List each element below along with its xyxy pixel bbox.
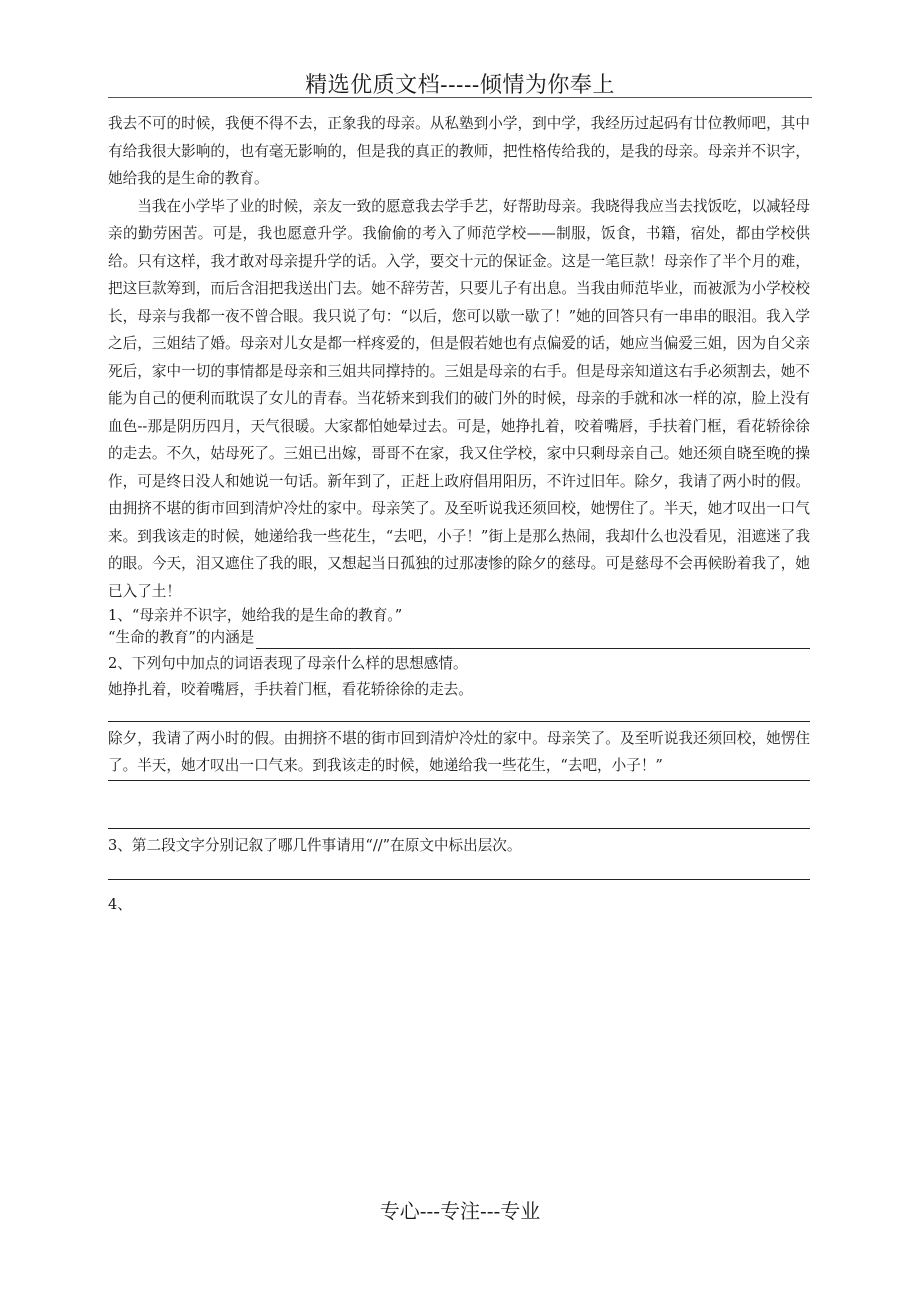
answer-line[interactable] xyxy=(108,828,810,829)
question-4-prompt: 4、 xyxy=(108,896,132,913)
document-body xyxy=(108,110,810,916)
answer-line[interactable] xyxy=(108,721,810,722)
question-2-prompt: 2、下列句中加点的词语表现了母亲什么样的思想感情。 xyxy=(108,655,468,672)
header-divider xyxy=(108,97,812,98)
page-header-title: 精选优质文档-----倾情为你奉上 xyxy=(305,73,615,98)
question-3-prompt: 3、第二段文字分别记叙了哪几件事请用“//”在原文中标出层次。 xyxy=(108,837,522,854)
question-2-sentence-1: 她挣扎着，咬着嘴唇，手扶着门框，看花轿徐徐的走去。 xyxy=(108,681,473,698)
question-1-prompt: 1、“母亲并不识字，她给我的是生命的教育。” xyxy=(108,607,403,624)
question-1-answer-row xyxy=(108,627,810,649)
question-1-fill-label: “生命的教育”的内涵是 xyxy=(108,629,255,646)
passage-paragraph-2: 当我在小学毕了业的时候，亲友一致的愿意我去学手艺，好帮助母亲。我晓得我应当去找饭吃，以减轻母亲的勤劳困苦。可是，我也愿意升学。我偷偷的考入了师范学校——制服，饭食，书籍，宿处，都由学校供给。只有这样，我才敢对母亲提升学的话。入学，要交十元的保证金。这是一笔巨款！母亲作了半个月的难，把这巨款筹到，而后含泪把我送出门去。她不辞劳苦，只要儿子有出息。当我由师范毕业，而被派为小学校校长，母亲与我都一夜不曾合眼。我只说了句：“以后，您可以歇一歇了！”她的回答只有一串串的眼泪。我入学之后，三姐结了婚。母亲对儿女是都一样疼爱的，但是假若她也有点偏爱的话，她应当偏爱三姐，因为自父亲死后，家中一切的事情都是母亲和三姐共同撑持的。三姐是母亲的右手。但是母亲知道这右手必须割去，她不能为自己的便利而耽误了女儿的青春。当花轿来到我们的破门外的时候，母亲的手就和冰一样的凉，脸上没有血色--那是阴历四月，天气很暖。大家都怕她晕过去。可是，她挣扎着，咬着嘴唇，手扶着门框，看花轿徐徐的走去。不久，姑母死了。三姐已出嫁，哥哥不在家，我又住学校，家中只剩母亲自己。她还须自晓至晚的操作，可是终日没人和她说一句话。新年到了，正赶上政府倡用阳历，不许过旧年。除夕，我请了两小时的假。由拥挤不堪的街市回到清炉冷灶的家中。母亲笑了。及至听说我还须回校，她愣住了。半天，她才叹出一口气来。到我该走的时候，她递给我一些花生，“去吧，小子！”街上是那么热闹，我却什么也没看见，泪遮迷了我的眼。今天，泪又遮住了我的眼，又想起当日孤独的过那凄惨的除夕的慈母。可是慈母不会再候盼着我了，她已入了土！ xyxy=(108,197,810,600)
page-footer: 专心---专注---专业 xyxy=(379,1199,541,1223)
passage-paragraph-1: 我去不可的时候，我便不得不去，正象我的母亲。从私塾到小学，到中学，我经历过起码有廿位教师吧，其中有给我很大影响的，也有毫无影响的，但是我的真正的教师，把性格传给我的，是我的母亲。母亲并不识字，她给我的是生命的教育。 xyxy=(108,115,810,187)
answer-line[interactable] xyxy=(108,879,810,880)
answer-line[interactable] xyxy=(256,632,810,649)
question-2-sentence-2: 除夕，我请了两小时的假。由拥挤不堪的街市回到清炉冷灶的家中。母亲笑了。及至听说我还须回校，她愣住了。半天，她才叹出一口气来。到我该走的时候，她递给我一些花生，“去吧，小子！” xyxy=(108,730,810,774)
